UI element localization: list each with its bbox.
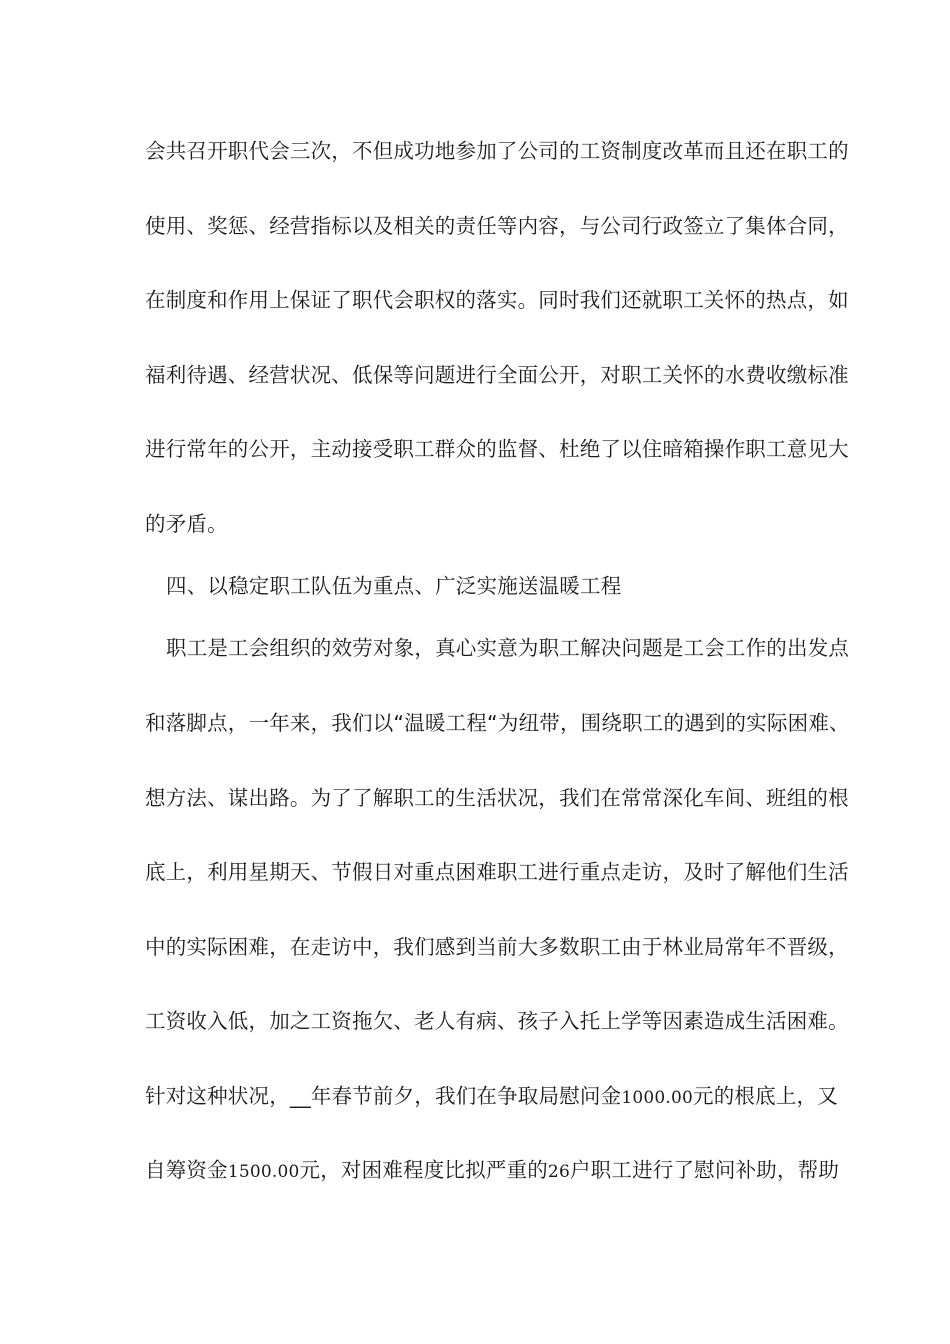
text-segment: 针对这种状况， (145, 1084, 290, 1108)
text-segment: 元的根底上，又 (693, 1084, 838, 1108)
text-line: 的矛盾。 (145, 512, 228, 536)
text-line: 会共召开职代会三次，不但成功地参加了公司的工资制度改革而且还在职工的 (145, 139, 849, 163)
section-heading: 四、以稳定职工队伍为重点、广泛实施送温暖工程 (166, 574, 622, 598)
text-line: 想方法、谋出路。为了了解职工的生活状况，我们在常常深化车间、班组的根 (145, 786, 849, 810)
text-line: 职工是工会组织的效劳对象，真心实意为职工解决问题是工会工作的出发点 (166, 636, 850, 660)
text-line: 底上，利用星期天、节假日对重点困难职工进行重点走访，及时了解他们生活 (145, 860, 849, 884)
text-line: 中的实际困难，在走访中，我们感到当前大多数职工由于林业局常年不晋级， (145, 935, 849, 959)
text-line: 使用、奖惩、经营指标以及相关的责任等内容，与公司行政签立了集体合同， (145, 214, 849, 238)
text-segment: 年春节前夕，我们在争取局慰问金 (310, 1084, 622, 1108)
text-segment: 户职工进行了慰问补助，帮助 (569, 1158, 840, 1182)
text-segment: 自筹资金 (145, 1158, 228, 1182)
text-line: 福利待遇、经营状况、低保等问题进行全面公开，对职工关怀的水费收缴标准 (145, 363, 849, 387)
amount-value: 1000.00 (621, 1088, 694, 1108)
text-line: 在制度和作用上保证了职代会职权的落实。同时我们还就职工关怀的热点，如 (145, 288, 849, 312)
count-value: 26 (547, 1162, 570, 1182)
text-line (145, 1081, 838, 1113)
text-line: 工资收入低，加之工资拖欠、老人有病、孩子入托上学等因素造成生活困难。 (145, 1009, 849, 1033)
amount-value: 1500.00 (227, 1162, 300, 1182)
text-line: 和落脚点，一年来，我们以“温暖工程“为纽带，围绕职工的遇到的实际困难、 (145, 711, 850, 735)
text-segment: 元，对困难程度比拟严重的 (299, 1158, 548, 1182)
text-line (145, 1155, 840, 1187)
text-line: 进行常年的公开，主动接受职工群众的监督、杜绝了以住暗箱操作职工意见大 (145, 437, 849, 461)
blank-placeholder: __ (289, 1084, 311, 1108)
